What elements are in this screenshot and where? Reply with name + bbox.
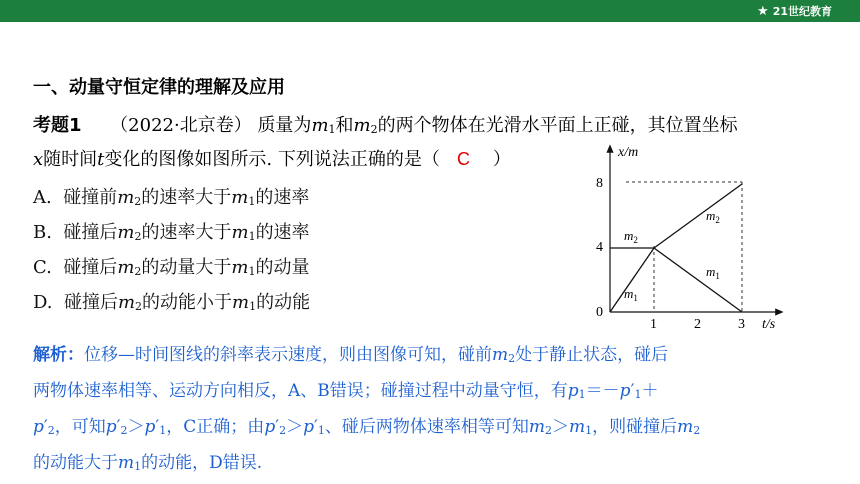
question-line-1: 考题1 （2022·北京卷） 质量为$m_1$和$m_2$的两个物体在光滑水平面上正碰，其位置坐标: [33, 115, 738, 136]
y-tick-label: 8: [596, 176, 603, 191]
series-line-m1: [610, 248, 742, 312]
solution-line-2: 两物体速率相等、运动方向相反，A、B错误；碰撞过程中动量守恒，有$p_1=-p'_1+$: [33, 381, 659, 401]
option-b[interactable]: B. 碰撞后$m_2$的速率大于$m_1$的速率: [33, 222, 310, 243]
section-heading: 一、动量守恒定律的理解及应用: [33, 77, 285, 98]
solution-line-4: 的动能大于$m_1$的动能，D错误.: [33, 453, 263, 473]
y-tick-label: 4: [596, 240, 603, 255]
option-a[interactable]: A. 碰撞前$m_2$的速率大于$m_1$的速率: [33, 187, 310, 208]
x-axis-label: t/s: [762, 317, 776, 330]
question-line-2: x随时间t变化的图像如图所示. 下列说法正确的是（ C ）: [33, 149, 511, 170]
option-d[interactable]: D. 碰撞后$m_2$的动能小于$m_1$的动能: [33, 292, 311, 313]
x-tick-label: 3: [738, 317, 745, 330]
solution-block: [33, 339, 833, 483]
series-label-m1-left: $m_1$: [624, 286, 638, 303]
option-list: [33, 186, 310, 326]
question-source: （2022·北京卷）: [110, 115, 252, 136]
x-tick-label: 1: [650, 317, 657, 330]
brand-name: 21世纪教育: [772, 5, 832, 18]
solution-line-3: $p'_2$，可知$p'_2>p'_1$，C正确；由$p'_2>p'_1$、碰后两物体速率相等可知$m_2>m_1$，则碰撞后$m_2$: [33, 417, 701, 437]
answer-value: C: [457, 149, 471, 169]
question-label: 考题1: [33, 115, 82, 136]
option-c[interactable]: C. 碰撞后$m_2$的动量大于$m_1$的动量: [33, 257, 310, 278]
position-time-graph: [588, 140, 788, 330]
y-axis-label: x/m: [618, 145, 639, 160]
runner-icon: ★: [757, 3, 769, 19]
x-tick-label: 2: [694, 317, 701, 330]
y-tick-label: 0: [596, 305, 603, 320]
series-label-m1: $m_1$: [706, 264, 720, 281]
series-label-m2: $m_2$: [706, 208, 720, 225]
series-label-m2-left: $m_2$: [624, 228, 638, 245]
solution-line-1: 解析：位移—时间图线的斜率表示速度，则由图像可知，碰前$m_2$处于静止状态，碰后: [33, 345, 669, 365]
